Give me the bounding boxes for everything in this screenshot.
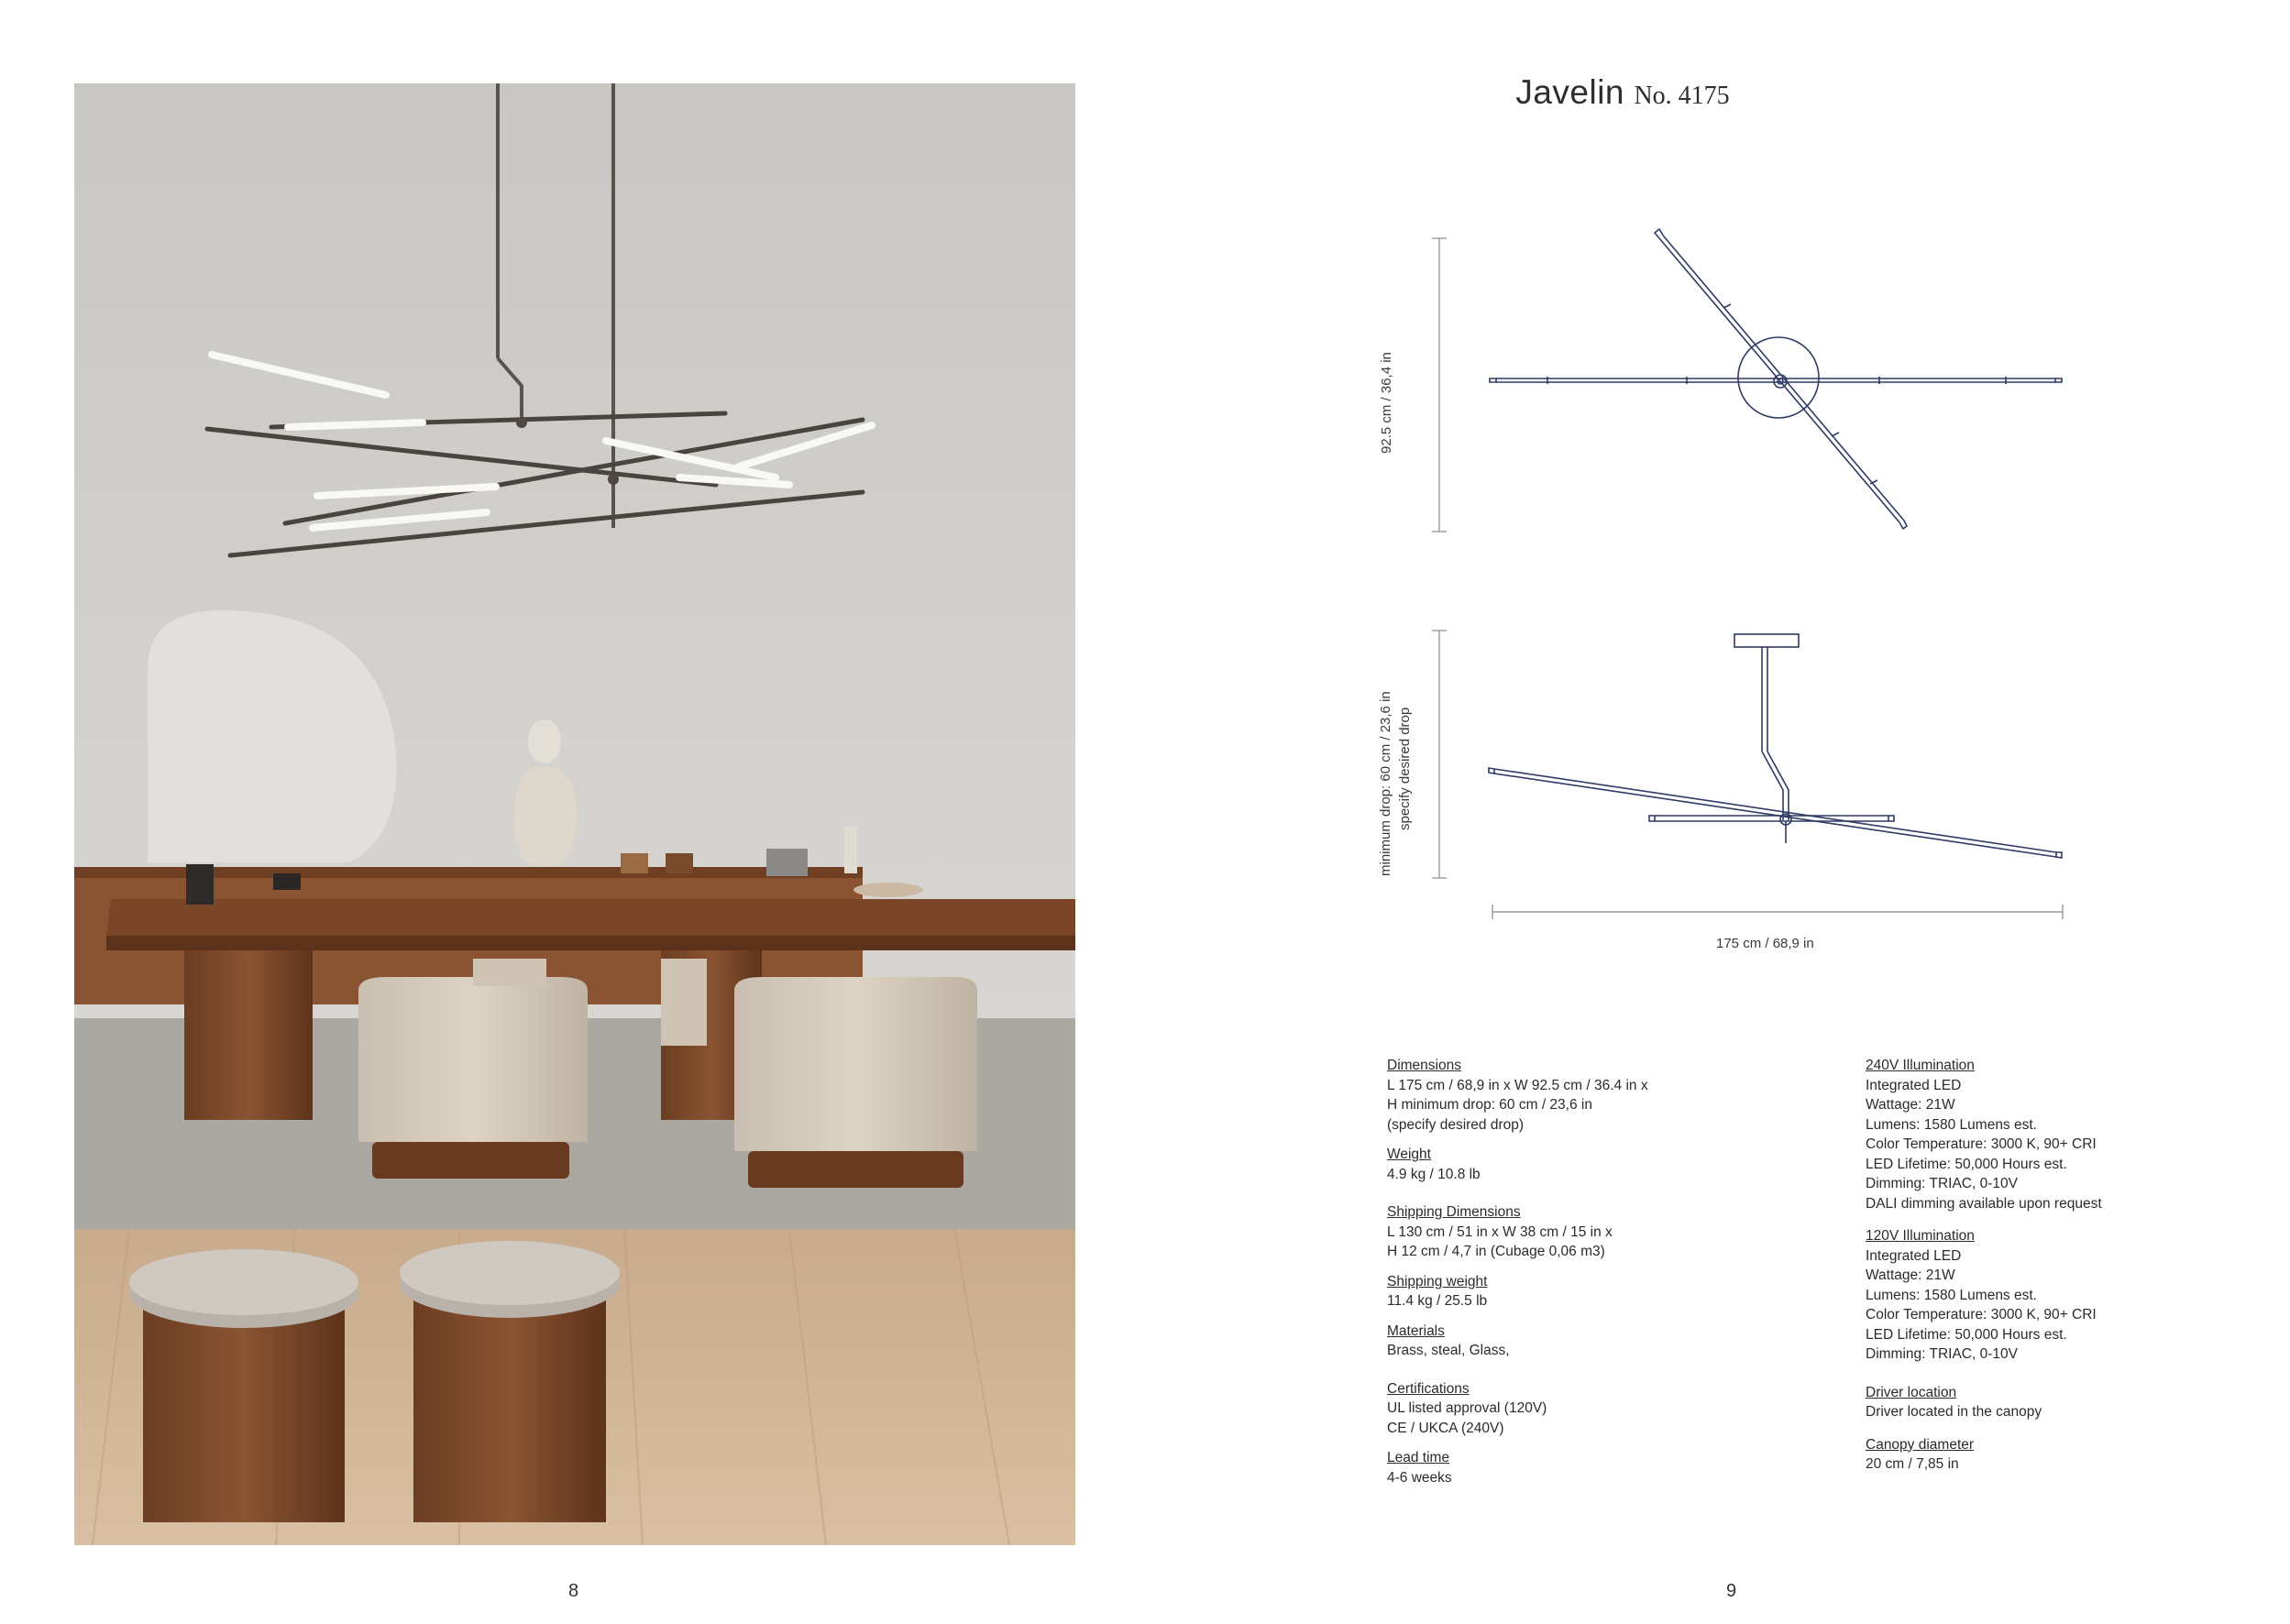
specs-left-column bbox=[1387, 1056, 1648, 1498]
spec-canopy-diameter bbox=[1866, 1435, 2102, 1475]
spec-heading: 240V Illumination bbox=[1866, 1058, 1975, 1073]
spec-line: Wattage: 21W bbox=[1866, 1097, 1955, 1113]
spec-line: DALI dimming available upon request bbox=[1866, 1195, 2102, 1212]
spec-heading: Canopy diameter bbox=[1866, 1436, 1975, 1453]
spec-driver-location bbox=[1866, 1383, 2102, 1422]
width-dimension-label: 175 cm / 68,9 in bbox=[1716, 936, 1814, 951]
spec-line: L 130 cm / 51 in x W 38 cm / 15 in x bbox=[1387, 1223, 1613, 1240]
spec-line: LED Lifetime: 50,000 Hours est. bbox=[1866, 1156, 2067, 1172]
spec-certifications bbox=[1387, 1379, 1648, 1439]
spec-line: L 175 cm / 68,9 in x W 92.5 cm / 36.4 in x bbox=[1387, 1077, 1648, 1093]
drop-note-label: specify desired drop bbox=[1397, 707, 1413, 830]
spec-shipping-weight bbox=[1387, 1272, 1648, 1311]
height-dimension-label: 92.5 cm / 36,4 in bbox=[1379, 352, 1394, 454]
product-title bbox=[1329, 73, 1916, 112]
spec-heading: Dimensions bbox=[1387, 1058, 1461, 1073]
spec-heading: Lead time bbox=[1387, 1450, 1450, 1465]
product-name: Javelin bbox=[1515, 73, 1624, 111]
spec-heading: Weight bbox=[1387, 1147, 1431, 1162]
spec-line: Lumens: 1580 Lumens est. bbox=[1866, 1116, 2037, 1133]
spec-line: Wattage: 21W bbox=[1866, 1267, 1955, 1283]
page-number-right: 9 bbox=[1726, 1581, 1737, 1601]
spec-line: UL listed approval (120V) bbox=[1387, 1400, 1547, 1416]
spec-line: 20 cm / 7,85 in bbox=[1866, 1456, 1959, 1472]
spec-heading: Shipping Dimensions bbox=[1387, 1204, 1521, 1220]
spec-heading: Driver location bbox=[1866, 1384, 1957, 1400]
spec-shipping-dimensions bbox=[1387, 1202, 1648, 1262]
spec-line: Color Temperature: 3000 K, 90+ CRI bbox=[1866, 1136, 2097, 1152]
spec-line: H 12 cm / 4,7 in (Cubage 0,06 m3) bbox=[1387, 1244, 1605, 1259]
spec-line: CE / UKCA (240V) bbox=[1387, 1420, 1504, 1436]
spec-materials bbox=[1387, 1322, 1648, 1361]
spec-240v-illumination bbox=[1866, 1056, 2102, 1213]
spec-line: Color Temperature: 3000 K, 90+ CRI bbox=[1866, 1307, 2097, 1322]
spec-line: H minimum drop: 60 cm / 23,6 in bbox=[1387, 1097, 1592, 1113]
spec-heading: 120V Illumination bbox=[1866, 1228, 1975, 1244]
specs-right-column bbox=[1866, 1056, 2102, 1485]
spec-line: Brass, steal, Glass, bbox=[1387, 1343, 1510, 1358]
spec-line: Integrated LED bbox=[1866, 1247, 1962, 1264]
spec-line: LED Lifetime: 50,000 Hours est. bbox=[1866, 1326, 2067, 1343]
spec-line: Integrated LED bbox=[1866, 1077, 1962, 1093]
spec-heading: Certifications bbox=[1387, 1380, 1470, 1397]
spec-heading: Materials bbox=[1387, 1322, 1445, 1339]
drop-dimension-label: minimum drop: 60 cm / 23,6 in bbox=[1378, 691, 1393, 876]
spec-line: Lumens: 1580 Lumens est. bbox=[1866, 1287, 2037, 1303]
spec-line: (specify desired drop) bbox=[1387, 1116, 1525, 1133]
spec-heading: Shipping weight bbox=[1387, 1273, 1488, 1289]
spec-line: 4.9 kg / 10.8 lb bbox=[1387, 1166, 1481, 1182]
product-photo bbox=[74, 83, 1075, 1545]
spec-line: Dimming: TRIAC, 0-10V bbox=[1866, 1176, 2018, 1191]
spec-weight bbox=[1387, 1145, 1648, 1184]
spec-line: Dimming: TRIAC, 0-10V bbox=[1866, 1346, 2018, 1362]
page-number-left: 8 bbox=[568, 1581, 579, 1601]
spec-lead-time bbox=[1387, 1448, 1648, 1487]
spec-line: 11.4 kg / 25.5 lb bbox=[1387, 1293, 1488, 1309]
spec-dimensions bbox=[1387, 1056, 1648, 1135]
spec-line: Driver located in the canopy bbox=[1866, 1404, 2042, 1420]
product-number: No. 4175 bbox=[1634, 82, 1730, 110]
spec-line: 4-6 weeks bbox=[1387, 1469, 1452, 1486]
spec-120v-illumination bbox=[1866, 1226, 2102, 1365]
dimension-diagram bbox=[1338, 211, 2072, 971]
interior-scene-illustration bbox=[74, 83, 1075, 1545]
technical-drawing bbox=[1338, 211, 2072, 971]
